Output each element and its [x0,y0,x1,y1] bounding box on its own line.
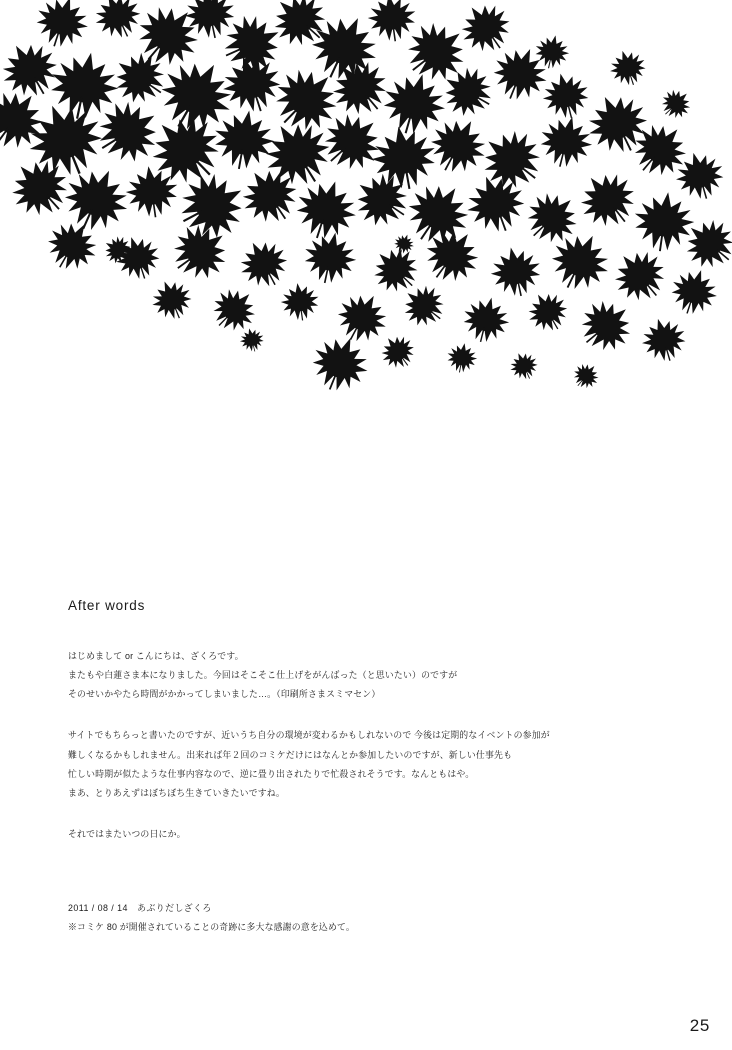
afterword-paragraph-2-line-2: 難しくなるかもしれません。出来れば年２回のコミケだけにはなんとか参加したいのですが、新しい仕事先も [68,749,513,760]
afterword-signature [68,899,628,937]
afterword-paragraph-2-line-1: サイトでもちらっと書いたのですが、近いうち自分の環境が変わるかもしれないので 今後は定期的なイベントの参加が [68,730,550,741]
afterword-paragraph-1-line-1: はじめまして or こんにちは、ざくろです。 [68,651,244,661]
signature-date: 2011 / 08 / 14 あぶりだしざくろ [68,903,212,913]
afterword-paragraph-3 [68,825,608,844]
maple-leaf-scatter-illustration [0,0,732,430]
afterword-heading: After words [68,598,146,613]
afterword-section [68,598,608,844]
signature-note: ※コミケ 80 が開催されていることの奇跡に多大な感謝の意を込めて。 [68,922,355,933]
afterword-paragraph-2-line-3: 忙しい時期が似たような仕事内容なので、逆に畳り出されたりで忙殺されそうです。なんともはや。 [68,768,475,779]
afterword-paragraph-3-line-1: それではまたいつの日にか。 [68,828,186,839]
page-number: 25 [689,1016,710,1035]
afterword-paragraph-1-line-2: またもや白蓮さま本になりました。今回はそこそこ仕上げをがんばった（と思いたい）のですが [68,670,458,681]
afterword-paragraph-2 [68,726,608,803]
afterword-paragraph-1 [68,647,608,704]
afterword-paragraph-1-line-3: そのせいかやたら時間がかかってしまいました…。（印刷所さまスミマセン） [68,689,381,700]
afterword-paragraph-2-line-4: まあ、とりあえずはぼちぼち生きていきたいですね。 [68,787,285,798]
